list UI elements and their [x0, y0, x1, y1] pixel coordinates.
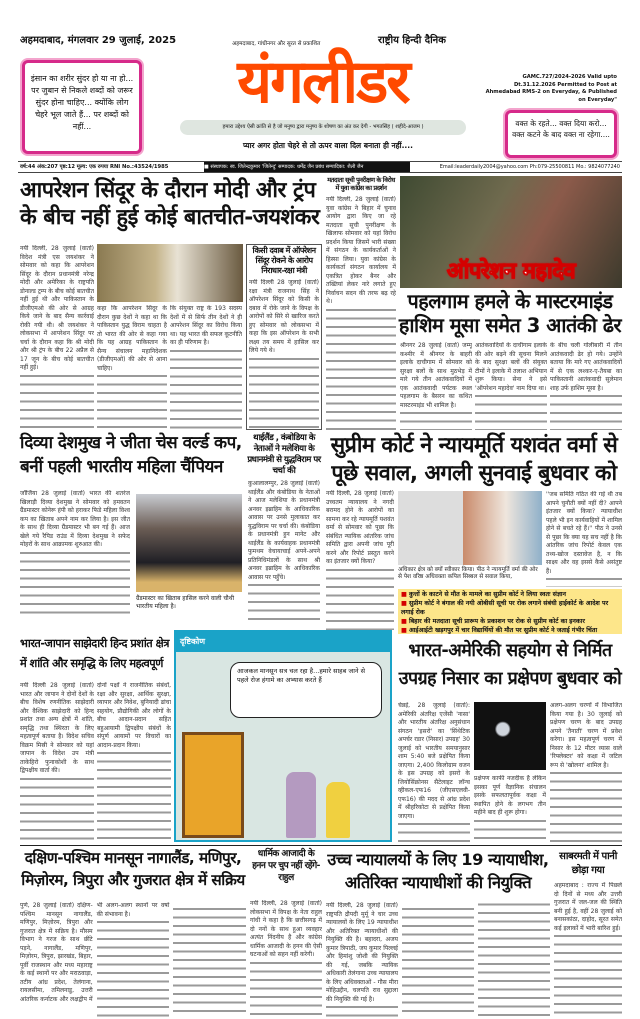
story-mahadev-body: श्रीनगर 28 जुलाई (वार्ता) जम्मू कश्मीर में श्रीनगर के बाहरी इलाके दाचीगाम में सोमवार को सुरक्षा बलों के साथ मुठभेड़ में मारे गये तीन आतंकवादियों में एक आतंकवादी पर्यटक स्थल पहलगाम के बैसरन का कथित मास्टरमाइंड भी शामिल है।	[400, 342, 472, 430]
editions-line: अहमदाबाद, गांधीनगर और सूरत से प्रकाशित	[232, 41, 321, 47]
story-sabarmati-body: अहमदाबाद : राज्य में पिछले दो दिनों से मध्य और उत्तरी गुजरात में जल-जल की स्थिति बनी हुई है, वहीं 28 जुलाई को बनासकांठा, दाहोद, सूरत समेत कई इलाकों में भारी बारिश हुई।	[554, 882, 622, 1017]
photo-nisar-satellite	[474, 702, 546, 770]
story-youth-congress-body: नयी दिल्ली, 28 जुलाई (वार्ता) युवा कांग्रेस ने बिहार में चुनाव आयोग द्वारा किए जा रहे मतदाता सूची पुनरीक्षण के खिलाफ सोमवार को यहां विरोध प्रदर्शन किया जिसमें भारी संख्या में संगठन के कार्यकर्ताओं ने हिस्सा लिया। युवा कांग्रेस के कार्यकर्ता संगठन कार्यालय में एकत्रित होकर बैनर और तख्तियां लेकर नारे लगाते हुए निर्वाचन सदन की तरफ बढ़ रहे थे।	[326, 196, 396, 430]
info-left: वर्ष:44 अंक:207 पृष्ठ:12 मूल्य: एक रुपया RNI No.:43524/1985	[20, 164, 169, 170]
story-nisar-body-2: प्रक्षेपण काफी नजदीक है लेकिन इसका पूर्ण वैज्ञानिक संचालन इसके सफलतापूर्वक कक्षा में स्थापित होने के लगभग तीन महीने बाद ही शुरू होगा।	[474, 775, 546, 843]
bullet-item: ■ आईआईटी खड़गपुर में चार विद्यार्थियों की मौत पर सुप्रीम कोर्ट ने जताई गंभीर चिंता	[401, 626, 619, 635]
story-thailand-body: कुआलालम्पुर, 28 जुलाई (वार्ता) थाईलैंड और कंबोडिया के नेताओं ने आज मलेशिया के प्रधानमंत्री अनवर इब्राहिम के आधिकारिक आवास पर उनसे मुलाकात कर युद्धविराम पर चर्चा की। कंबोडिया के प्रधानमंत्री हुन मानेट और थाईलैंड के कार्यवाहक प्रधानमंत्री फुमथम वेचायाचाई अपने-अपने प्रतिनिधिमंडलों के साथ श्री अनवर इब्राहिम के आधिकारिक आवास पर पहुँचे।	[248, 480, 320, 625]
photo-label-mahadev: ऑपरेशन महादेव	[446, 259, 576, 284]
headline-monsoon: दक्षिण-पश्चिम मानसून नागालैंड, मणिपुर, मिज़ोरम, त्रिपुरा और गुजरात क्षेत्र में सक्रिय	[21, 849, 245, 889]
story-rajnath-body: नयी दिल्ली 28 जुलाई (वार्ता) रक्षा मंत्री राजनाथ सिंह ने ऑपरेशन सिंदूर को किसी के दबाव में रोके जाने के विपक्ष के आरोपों को सिरे से खारिज करते हुए सोमवार को लोकसभा में कहा कि इस ऑपरेशन के सभी लक्ष्य तय समय में हासिल कर लिये गये थे।	[249, 279, 319, 428]
cartoon-panel	[174, 630, 392, 842]
bullet-item: ■ बिहार की मतदाता सूची प्रारूप के प्रकाशन पर रोक से सुप्रीम कोर्ट का इनकार	[401, 617, 619, 626]
story-jaishankar-body-2: कहा कि आपरेशन सिंदूर के दौरान कुछ देशों ने कहा था कि पाकिस्तान युद्ध विराम चाहता है तो भारत की ओर से कहा गया कि यह आग्रह पाकिस्तान के सैन्य संचालन महानिदेशक (डीजीएमओ) की ओर से आना चाहिए।	[97, 305, 167, 430]
story-mahadev-body-3: के बीच चली गोलीबारी में तीन आतंकवादी ढेर हो गये। उन्होंने बताया कि मारे गए आतंकवादियों में से एक लश्कर-ए-तैयबा का पाकिस्तानी आतंकवादी सुलेमान शाह उर्फ हाशिम मूसा है।	[550, 342, 622, 430]
story-mahadev-body-2: आतंकवादियों के दाचीगाम इलाके की ओर बढ़ने की सूचना मिलने के बाद सुरक्षा बलों की संयुक्त टीमों ने इलाके में तलाश अभियान शुरू किया। सेना ने इसे 'ऑपरेशन महादेव' नाम दिया था।	[475, 342, 547, 430]
story-india-japan-body-2: दोनों पक्षों ने राजनीतिक संबंधों, रक्षा और सुरक्षा, आर्थिक सुरक्षा, व्यापार और निवेश, बुनियादी ढांचा सहयोग, प्रौद्योगिकी और लोगों के बीच आदान-प्रदान सहित बहुआयामी द्विपक्षीय संबंधों के संपूर्ण आयामों पर विचारों का आदान-प्रदान किया।	[97, 682, 171, 842]
cartoon-title: दृष्टिकोण	[176, 632, 390, 652]
story-rahul-body: नयी दिल्ली, 28 जुलाई (वार्ता) लोकसभा में विपक्ष के नेता राहुल गांधी ने कहा है कि छत्तीसगढ़ में दो ननों के साथ हुआ व्यवहार अत्यंत निंदनीय है और कांग्रेस धार्मिक आजादी के हनन की ऐसी घटनाओं को सहन नहीं करेगी।	[250, 900, 322, 1017]
headline-divya: दिव्या देशमुख ने जीता चेस वर्ल्ड कप, बनीं पहली भारतीय महिला चैंपियन	[20, 433, 242, 477]
cartoon-figure-assistant	[326, 782, 350, 838]
headline-mahadev: पहलगाम हमले के मास्टरमाइंड हाशिम मूसा समेत 3 आतंकी ढेर	[398, 290, 622, 337]
cartoon-figure-man	[286, 772, 316, 838]
story-jaishankar-body: नयी दिल्ली, 28 जुलाई (वार्ता) विदेश मंत्री एस जयशंकर ने सोमवार को कहा कि आपरेशन सिंदूर के दौरान प्रधानमंत्री नरेन्द्र मोदी और अमेरिका के राष्ट्रपति डोनाल्ड ट्रम्प के बीच कोई बातचीत नहीं हुई थी और पाकिस्तान के डीजीएमओ की ओर से आग्रह किये जाने के बाद सैन्य कार्रवाई रोकी गयी थी। श्री जयशंकर ने लोकसभा में आपरेशन सिंदूर पर चर्चा के दौरान कहा कि श्री मोदी और श्री ट्रंप के बीच 22 अप्रैल से 17 जून के बीच कोई बातचीत नहीं हुई।	[20, 245, 94, 430]
cartoon-door	[182, 732, 244, 838]
info-right: Email:leaderdaily2004@yahoo.com Ph:079-25500811 Mo.: 9824077240	[439, 164, 620, 170]
headline-rajnath: किसी दवाब में ऑपरेशन सिंदूर रोकने के आरोप निराधार-रक्षा मंत्री	[252, 246, 316, 275]
divider	[20, 845, 622, 846]
motto: हमारा उद्देश्य ऐसी क्रांति से है जो मनुष्य द्वारा मनुष्य के शोषण का अंत कर देगी - भगतसिंह ( शहीदे-आजम )	[180, 120, 466, 135]
caption-divya: ग्रैंडमास्टर का खिताब हासिल करने वाली चौथी भारतीय महिला है।	[136, 595, 235, 610]
cartoon-speech-bubble: आजकल मानसून सत्र चल रहा है...हमारे साहब जाने से पहले रोज हंगामे का अभ्यास करते हैं	[230, 662, 382, 718]
paper-type: राष्ट्रीय हिन्दी दैनिक	[378, 35, 446, 46]
bullet-item: ■ कुत्तों के काटने से मौत के मामले का सुप्रीम कोर्ट ने लिया स्वतः संज्ञान	[401, 590, 619, 599]
headline-supreme-court: सुप्रीम कोर्ट ने न्यायमूर्ति यशवंत वर्मा से पूछे सवाल, अगली सुनवाई बुधवार को	[330, 433, 618, 486]
story-jaishankar-body-3: कि संयुक्त राष्ट्र के 193 सदस्य देशों में से सिर्फ तीन देशों ने ही आपरेशन सिंदूर का विरोध किया था। यह भारत की सफल कूटनीति का ही परिणाम है।	[170, 305, 242, 430]
headline-india-japan: भारत-जापान साझेदारी हिन्द प्रशांत क्षेत्र में शांति और समृद्धि के लिए महत्वपूर्ण	[20, 637, 169, 670]
story-nisar-body-3: अलग-अलग चरणों में विभाजित किया गया है। 30 जुलाई को प्रक्षेपण चरण के बाद उपग्रह अपने 'तैनाती' चरण में प्रवेश करेगा। इस महत्वपूर्ण चरण में निसार के 12 मीटर व्यास वाले 'रिफ्लेक्टर' को कक्षा में जटिल रूप से 'खोलना' शामिल है।	[550, 702, 622, 843]
headline-jaishankar: आपरेशन सिंदूर के दौरान मोदी और ट्रंप के बीच नहीं हुई कोई बातचीत-जयशंकर	[20, 178, 320, 231]
story-divya-body: जॉर्जिया 28 जुलाई (वार्ता) भारत की शतरंज खिलाड़ी दिव्या देशमुख ने सोमवार को हमवतन ग्रैंडमास्टर कोनेरू हंपी को हराकर फिडे महिला विश्व कप का खिताब अपने नाम कर लिया है। इस जीत के साथ ही दिव्या ग्रैंडमास्टर भी बन गई हैं। आज खेले गये रैपिड राउंड में दिव्या देशमुख ने सफेद मोहरों के साथ आक्रामक शुरुआत की।	[20, 490, 130, 620]
headline-youth-congress: मतदाता सूची पुनरीक्षण के विरोध में युवा कांग्रेस का प्रदर्शन	[327, 176, 395, 192]
bullet-item: ■ सुप्रीम कोर्ट ने बंगाल की नयी ओबीसी सूची पर रोक लगाने संबंधी हाईकोर्ट के आदेश पर लगाई रोक	[401, 599, 619, 617]
headline-judges: उच्च न्यायालयों के लिए 19 न्यायाधीश, अतिरिक्त न्यायाधीशों की नियुक्ति	[327, 850, 549, 893]
postal-info: GAMC.727/2024-2026 Valid upto Dt.31.12.2026 Permitted to Post at Ahmedabad RMS-2 on Everyday, & Published on Everyday"	[485, 74, 617, 103]
story-supreme-court-body: नयी दिल्ली, 28 जुलाई (वार्ता) उच्चतम न्यायालय ने नगदी बरामद होने के आरोपों का सामना कर रहे न्यायमूर्ति यशवंत वर्मा से सोमवार को पूछा कि संबंधित न्यायिक आंतरिक जांच समिति द्वारा अपनी जांच पूरी करने और रिपोर्ट प्रस्तुत करने का इंतजार क्यों किया?	[326, 490, 394, 630]
headline-sabarmati: साबरमती में पानी छोड़ा गया	[559, 851, 617, 876]
photo-jaishankar-parliament	[97, 244, 243, 302]
masthead-logo: यंगलीडर	[237, 47, 409, 117]
caption-supreme-court: अधिकार क्षेत्र को क्यों स्वीकार किया। पीठ ने न्यायमूर्ति वर्मा की ओर से पेश वरिष्ठ अधिवक्ता कपिल सिब्बल से सवाल किया,	[398, 567, 538, 580]
photo-supreme-court	[398, 491, 542, 565]
info-mid: ■ संस्थापक: स्व. जितेन्द्रकुमार 'जितेन्दु' सम्पादक: धर्मेंद्र जैन प्रबंध सम्पादिका: शैली जैन	[204, 162, 410, 172]
photo-divya-deshmukh	[136, 494, 242, 592]
quote-box-right: वक्त के रहते... वक्त दिया करो... वक्त कटने के बाद वक्त ना रहेगा....	[505, 110, 617, 158]
quote-box-left: इंसान का शरीर सुंदर हो या ना हो... पर जुबान से निकले शब्दों को जरूर सुंदर होना चाहिए... क्योंकि लोग चेहरे भूल जाते हैं... पर शब्दों को नहीं...	[22, 60, 142, 154]
tagline: प्यार अगर होता चेहरे से तो ऊपर वाला दिल बनाता ही नहीं....	[243, 141, 413, 150]
story-nisar-body: चेन्नई, 28 जुलाई (वार्ता): अमेरिकी अंतरिक्ष एजेंसी 'नासा' और भारतीय अंतरिक्ष अनुसंधान संगठन 'इसरो' का 'सिंथेटिक अपर्चर रडार (निसार) उपग्रह' 30 जुलाई को भारतीय समयानुसार शाम 5:40 बजे प्रक्षेपित किया जाएगा। 2,400 किलोग्राम वजन के इस उपग्रह को इसरो के जियोसिंक्रोनस सैटेलाइट लॉन्च व्हीकल-एफ16 (जीएसएलवी-एफ16) की मदद से आंध्र प्रदेश में श्रीहरिकोटा से प्रक्षेपित किया जाएगा।	[398, 702, 470, 843]
quote-supreme-court: ''जब समिति गठित की गई थी तब आपने चुनौती क्यों नहीं दी? आपने इंतजार क्यों किया? न्यायाधीश पहले भी इन कार्यवाहियों में शामिल होने से बचते रहे हैं।'' पीठ ने उनसे से पूछा कि क्या यह सच नहीं है कि आंतरिक जांच रिपोर्ट केवल एक तथ्य-खोज दस्तावेज है, न कि साक्ष्य और वह इससे कैसे असंतुष्ट हैं।	[546, 491, 622, 587]
headline-nisar: भारत-अमेरिकी सहयोग से निर्मित उपग्रह निसार का प्रक्षेपण बुधवार को	[398, 641, 622, 689]
sc-bullets-box	[398, 589, 622, 634]
story-monsoon-body: पुणे, 28 जुलाई (वार्ता) दक्षिण-पश्चिम मानसून नागालैंड, मणिपुर, मिज़ोरम, त्रिपुरा और गुजरात क्षेत्र में सक्रिय है। मौसम विभाग ने गरज के साथ छींटे पड़ने, नागालैंड, मणिपुर, मिज़ोरम, त्रिपुरा, झारखंड, बिहार, पूर्वी राजस्थान और मध्य महाराष्ट्र के कई स्थानों पर और मराठवाड़ा, तटीय आंध्र प्रदेश, तेलंगाना, रायलसीमा, तमिलनाडु, उत्तरी आंतरिक कर्नाटक और लक्षद्वीप में भी अलग-अलग स्थानों पर वर्षा की संभावना है।	[20, 902, 246, 1017]
headline-thailand: थाईलैंड , कंबोडिया के नेताओं ने मलेशिया के प्रधानमंत्री से युद्धविराम पर चर्चा की	[247, 433, 321, 476]
headline-rahul: धार्मिक आजादी के हनन पर चुप नहीं रहेंगे-राहुल	[252, 849, 320, 883]
dateline: अहमदाबाद, मंगलवार 29 जुलाई, 2025	[20, 35, 177, 46]
story-india-japan-body: नयी दिल्ली 28 जुलाई (वार्ता) भारत और जापान ने दोनों देशों के बीच विशेष रणनीतिक साझेदारी और वैश्विक साझेदारी को हिन्द प्रशांत तथा अन्य क्षेत्रों में शांति, समृद्धि तथा स्थिरता के लिए महत्वपूर्ण बताया है। विदेश सचिव विक्रम मिस्री ने सोमवार को यहां जापान के विदेश उप मंत्री ताकेहिरो फुनाकोशी के साथ द्विपक्षीय वार्ता की।	[20, 682, 94, 842]
story-judges-body: नयी दिल्ली, 28 जुलाई (वार्ता) राष्ट्रपति द्रौपदी मुर्मू ने चार उच्च न्यायालयों के लिए 19 न्यायाधीश और अतिरिक्त न्यायाधीशों की नियुक्ति की है। बहादरा, अजय कुमार त्रिपाठी, जय कुमार पिल्लई और हिमांशु जोशी की नियुक्ति की गई, जबकि न्यायिक अधिकारी तेलंगाना उच्च न्यायालय के लिए अधिवक्ताओं - गौस मीरा मोहिउद्दीन, चलपति राव सुद्दाला की नियुक्ति की गई है।	[326, 902, 550, 1017]
